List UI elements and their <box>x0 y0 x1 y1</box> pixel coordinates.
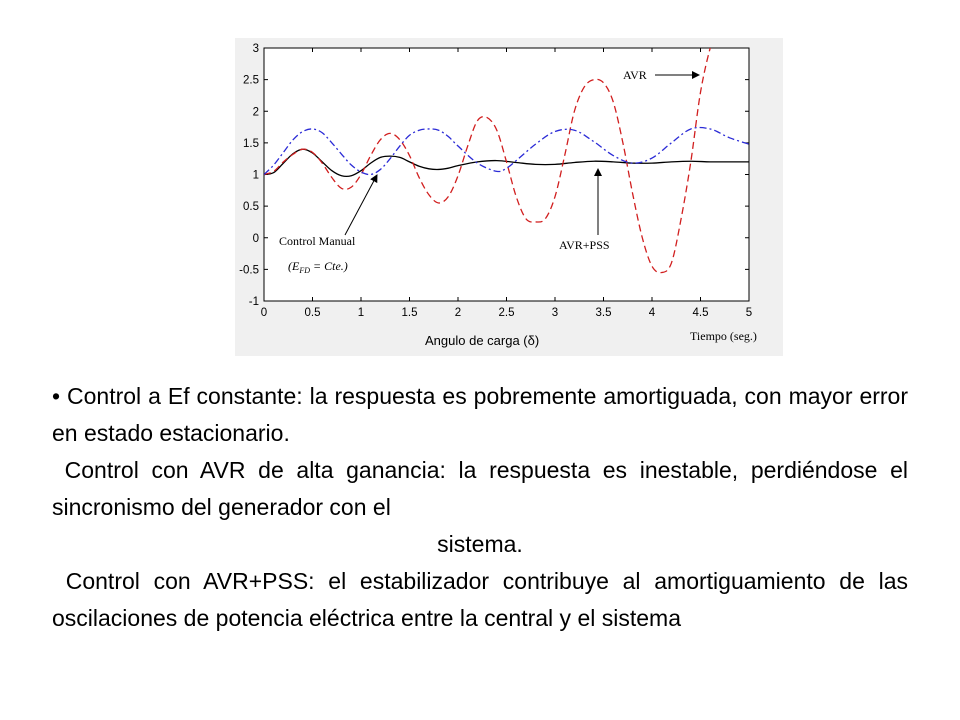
x-tick-label: 5 <box>745 307 753 319</box>
x-tick-label: 0 <box>260 307 268 319</box>
x-tick-label: 3 <box>551 307 559 319</box>
y-tick-label: 2 <box>252 106 259 119</box>
chart-panel <box>235 38 783 356</box>
x-tick-label: 1 <box>357 307 365 319</box>
x-axis-title: Angulo de carga (δ) <box>425 333 540 348</box>
x-tick-label: 2 <box>454 307 462 319</box>
paragraph-3-text: Control con AVR+PSS: el estabilizador contribuye al amortiguamiento de las oscilaciones de potencia eléctrica entre la central y el sistema <box>52 568 908 631</box>
annotation-avr-label: AVR <box>623 68 647 82</box>
paragraph-2-text: Control con AVR de alta ganancia: la respuesta es inestable, perdiéndose el sincronismo del generador con el <box>52 457 908 520</box>
x-tick-label: 4 <box>648 307 656 319</box>
y-tick-label: 2.5 <box>243 74 259 87</box>
paragraph-2 <box>52 452 908 526</box>
x-tick-label: 0.5 <box>304 307 321 319</box>
chart-svg <box>235 38 783 356</box>
text-block <box>52 378 908 637</box>
x-tick-label: 4.5 <box>692 307 709 319</box>
y-tick-label: -1 <box>248 296 259 308</box>
paragraph-3 <box>52 563 908 637</box>
paragraph-2-end-text: sistema. <box>437 531 523 557</box>
annotation-avr-pss-label: AVR+PSS <box>559 238 610 252</box>
y-tick-label: 1 <box>252 169 259 182</box>
y-tick-label: -0.5 <box>239 264 259 277</box>
x-tick-label: 3.5 <box>595 307 612 319</box>
paragraph-1 <box>52 378 908 452</box>
annotation-control-manual-formula: $(E_{FD} = Cte.)$ <box>288 259 348 275</box>
paragraph-2-end <box>52 526 908 563</box>
x-tick-label: 1.5 <box>401 307 418 319</box>
y-tick-label: 0.5 <box>243 201 259 214</box>
bullet: • <box>52 383 61 409</box>
x-tick-label: 2.5 <box>498 307 515 319</box>
y-tick-label: 1.5 <box>243 137 259 150</box>
y-tick-label: 3 <box>252 43 259 55</box>
paragraph-1-text: Control a Ef constante: la respuesta es pobremente amortiguada, con mayor error en estado estacionario. <box>52 383 909 446</box>
y-tick-label: 0 <box>252 232 259 245</box>
annotation-control-manual-label: Control Manual <box>279 234 356 248</box>
x-axis-label: Tiempo (seg.) <box>690 329 757 343</box>
